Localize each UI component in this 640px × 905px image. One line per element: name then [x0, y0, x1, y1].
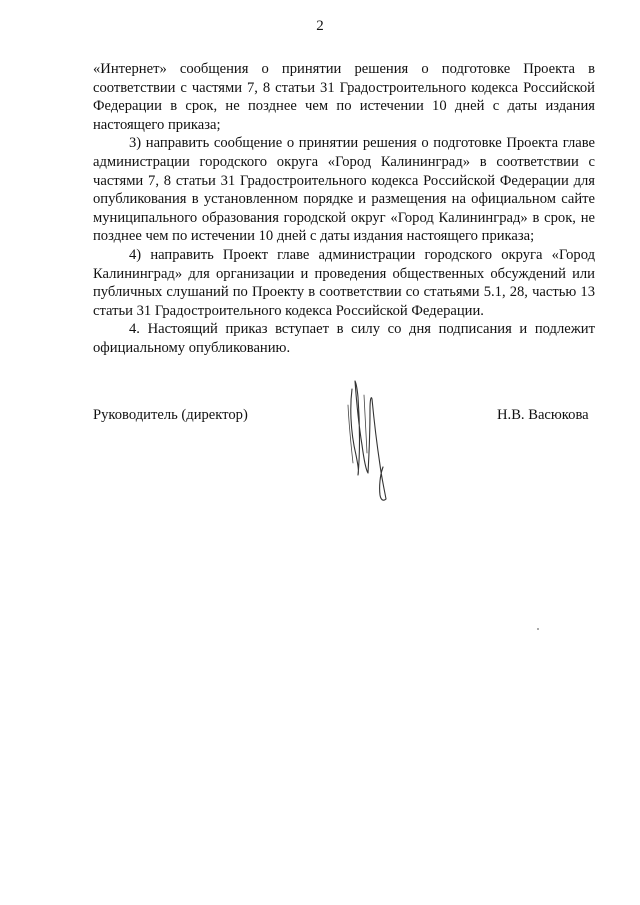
document-body	[93, 60, 595, 358]
paragraph-item-4: 4) направить Проект главе администрации городского округа «Город Калининград» для организации и проведения общественных обсуждений или публичных слушаний по Проекту в соответствии со статьями 5.1, 28, частью 13 статьи 31 Градостроительного кодекса Российской Федерации.	[93, 246, 595, 319]
signer-name: Н.В. Васюкова	[497, 407, 589, 423]
paragraph-continuation: «Интернет» сообщения о принятии решения о подготовке Проекта в соответствии с частями 7, 8 статьи 31 Градостроительного кодекса Российской Федерации в срок, не позднее чем по истечении 10 дней с даты издания настоящего приказа;	[93, 61, 595, 133]
handwritten-signature	[340, 375, 400, 505]
signer-position-title: Руководитель (директор)	[93, 407, 248, 423]
page-number: 2	[316, 18, 324, 34]
scan-speck	[537, 628, 539, 630]
paragraph-item-3: 3) направить сообщение о принятии решения о подготовке Проекта главе администрации городского округа «Город Калининград» в соответствии с частями 7, 8 статьи 31 Градостроительного кодекса Российской Федерации для опубликования в установленном порядке и размещения на официальном сайте муниципального образования городской округ «Город Калининград» в срок, не позднее чем по истечении 10 дней с даты издания настоящего приказа;	[93, 135, 595, 245]
paragraph-clause-4: 4. Настоящий приказ вступает в силу со дня подписания и подлежит официальному опубликованию.	[93, 321, 595, 356]
